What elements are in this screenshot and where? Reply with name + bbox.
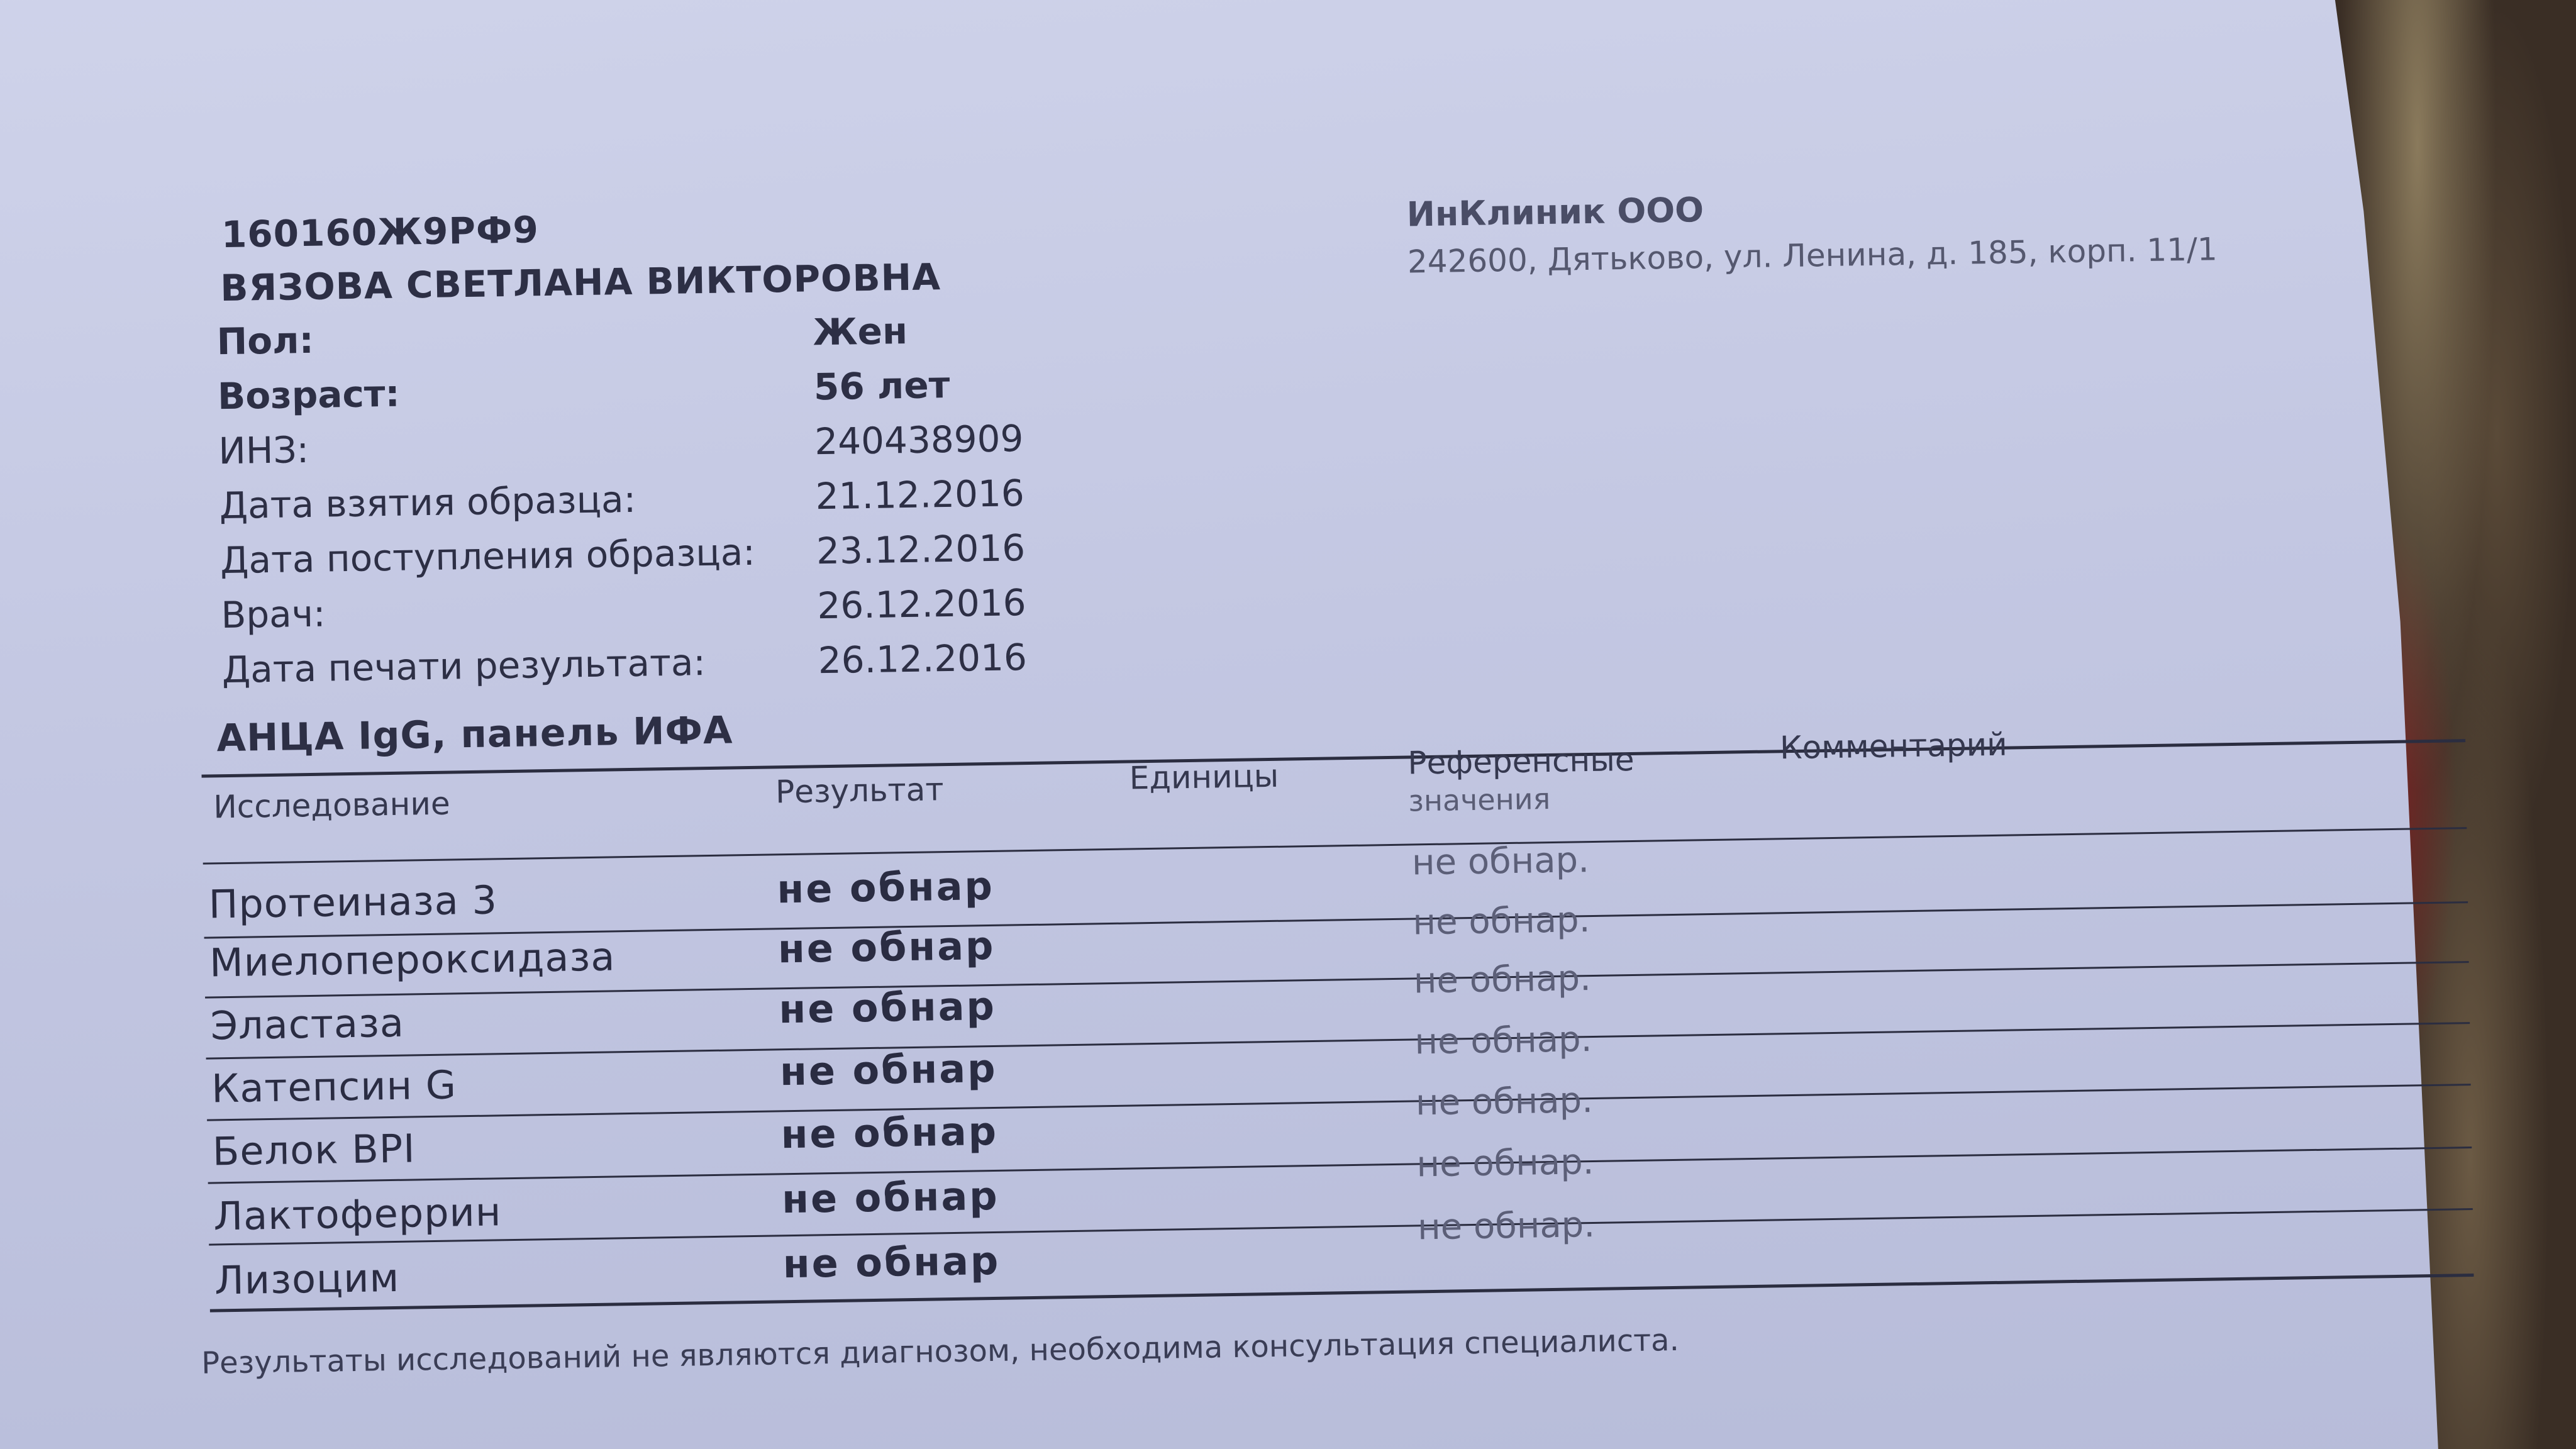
- row-rule: [206, 1022, 2470, 1060]
- info-value: 21.12.2016: [815, 472, 1025, 518]
- reference-label: Референсные: [1407, 741, 1635, 782]
- row-reference: не обнар.: [1414, 1019, 1592, 1063]
- header-bottom-rule: [203, 827, 2467, 865]
- row-test-name: Протеиназа 3: [208, 877, 498, 928]
- row-reference: не обнар.: [1413, 958, 1592, 1002]
- panel-title: АНЦА IgG, панель ИФА: [216, 708, 733, 761]
- info-value: Жен: [813, 309, 908, 354]
- column-header-units: Единицы: [1129, 757, 1279, 797]
- row-reference: не обнар.: [1417, 1204, 1596, 1248]
- info-row-receipt-date: [220, 525, 1101, 589]
- row-rule: [209, 1208, 2473, 1246]
- row-result: не обнар: [780, 1108, 999, 1158]
- reference-sub-label: значения: [1407, 782, 1551, 818]
- clinic-name: ИнКлиник ООО: [1406, 190, 1704, 235]
- column-header-test: Исследование: [213, 785, 451, 826]
- info-row-print-date: [221, 635, 1102, 699]
- row-test-name: Катепсин G: [211, 1062, 457, 1112]
- patient-name: ВЯЗОВА СВЕТЛАНА ВИКТОРОВНА: [219, 255, 941, 310]
- info-row-doctor: [221, 580, 1102, 644]
- info-label: Возраст:: [217, 372, 401, 418]
- info-row-age: [218, 361, 1099, 425]
- info-row-sample-date: [219, 470, 1100, 535]
- disclaimer-footnote: Результаты исследований не являются диагнозом, необходима консультация специалиста.: [201, 1322, 1680, 1381]
- row-result: не обнар: [782, 1237, 1001, 1287]
- info-row-sex: [216, 306, 1097, 370]
- column-header-comment: Комментарий: [1779, 726, 2008, 767]
- column-header-result: Результат: [775, 771, 944, 811]
- row-test-name: Лактоферрин: [213, 1189, 502, 1240]
- row-rule: [204, 901, 2468, 939]
- row-test-name: Лизоцим: [214, 1254, 400, 1304]
- info-value: 56 лет: [813, 363, 950, 409]
- info-label: Врач:: [220, 592, 326, 637]
- info-value: 26.12.2016: [818, 636, 1028, 682]
- info-value: 240438909: [814, 417, 1024, 464]
- row-rule: [208, 1146, 2472, 1184]
- row-result: не обнар: [781, 1172, 1000, 1223]
- row-result: не обнар: [776, 862, 995, 913]
- row-test-name: Миелопероксидаза: [209, 933, 616, 986]
- row-test-name: Эластаза: [210, 999, 405, 1049]
- row-result: не обнар: [777, 922, 996, 972]
- info-label: Дата взятия образца:: [219, 477, 636, 528]
- info-label: Дата поступления образца:: [219, 530, 756, 582]
- patient-id: 160160Ж9РФ9: [221, 208, 540, 257]
- table-bottom-rule: [210, 1274, 2474, 1313]
- info-label: Пол:: [216, 318, 314, 364]
- info-value: 23.12.2016: [816, 526, 1026, 573]
- row-reference: не обнар.: [1416, 1141, 1594, 1185]
- row-reference: не обнар.: [1411, 840, 1590, 884]
- clinic-address: 242600, Дятьково, ул. Ленина, д. 185, корп. 11/1: [1407, 231, 2218, 280]
- row-result: не обнар: [779, 1045, 997, 1095]
- row-reference: не обнар.: [1412, 899, 1591, 943]
- row-test-name: Белок BPI: [212, 1125, 416, 1175]
- row-reference: не обнар.: [1415, 1079, 1594, 1124]
- row-rule: [207, 1084, 2471, 1121]
- info-label: ИНЗ:: [218, 428, 309, 473]
- info-row-inz: [218, 416, 1099, 480]
- info-value: 26.12.2016: [816, 581, 1026, 628]
- column-header-reference: [1407, 741, 1635, 818]
- info-label: Дата печати результата:: [221, 641, 706, 692]
- row-result: не обнар: [778, 982, 997, 1033]
